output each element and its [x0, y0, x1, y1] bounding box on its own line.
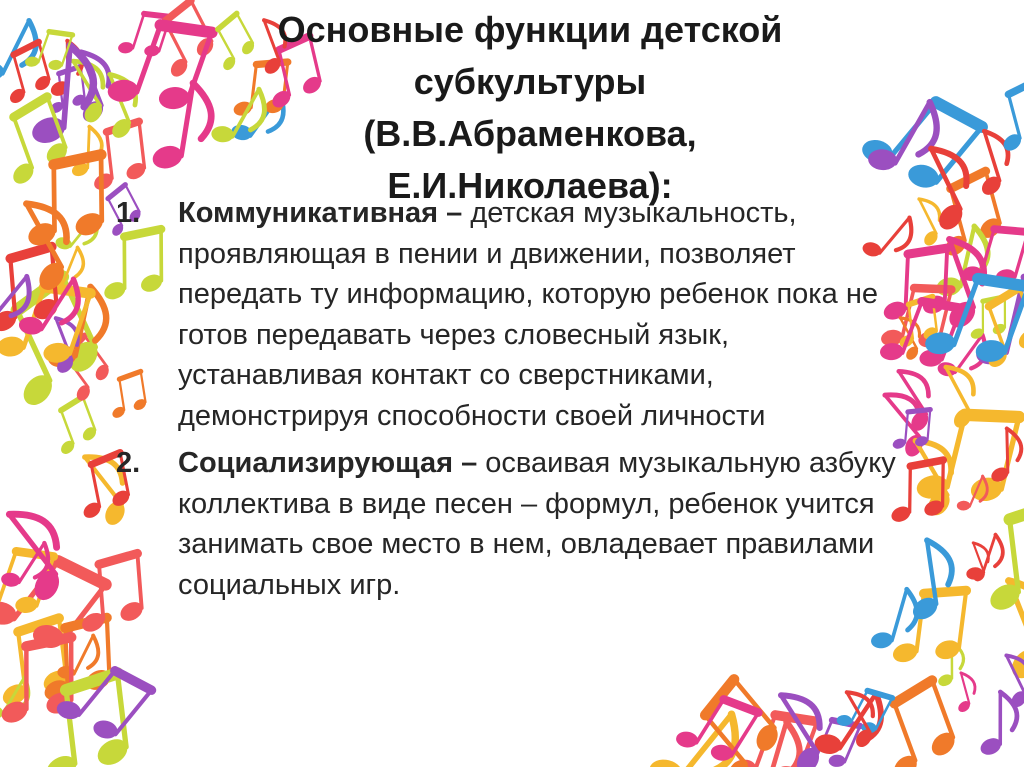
functions-list: [116, 193, 906, 605]
music-note-icon: [900, 537, 959, 624]
item-number: 2.: [116, 447, 141, 479]
title-line: Основные функции детской: [277, 9, 783, 50]
beamed-note-icon: [100, 5, 216, 129]
music-note-icon: [978, 692, 1017, 758]
title-line: субкультуры: [413, 61, 647, 102]
item-body: [178, 193, 906, 436]
item-description: детская музыкальность, проявляющая в пении и движении, позволяет передать ту информацию, которую ребенок пока не готов передавать через словесный язык, устанавливая контакт со сверстниками, демонстрируя способности своей личности: [178, 197, 878, 432]
music-note-icon: [927, 359, 991, 434]
beamed-note-icon: [987, 79, 1024, 156]
beamed-note-icon: [44, 396, 102, 458]
list-item: [116, 443, 906, 605]
title-line: Е.И.Николаева):: [387, 165, 673, 206]
item-term: Социализирующая –: [178, 447, 478, 479]
music-note-icon: [988, 428, 1022, 484]
list-item: [116, 193, 906, 436]
beamed-note-icon: [114, 4, 172, 67]
music-note-icon: [990, 649, 1024, 712]
slide-title: [230, 4, 830, 212]
item-body: [178, 443, 906, 605]
item-term: Коммуникативная –: [178, 197, 463, 229]
title-line: (В.В.Абраменкова,: [363, 113, 697, 154]
music-note-icon: [962, 529, 1008, 589]
item-number: 1.: [116, 197, 141, 229]
item-description: осваивая музыкальную азбуку коллектива в виде песен – формул, ребенок учится занимать свое место в нем, овладевает правилами социальных игр.: [178, 447, 896, 601]
